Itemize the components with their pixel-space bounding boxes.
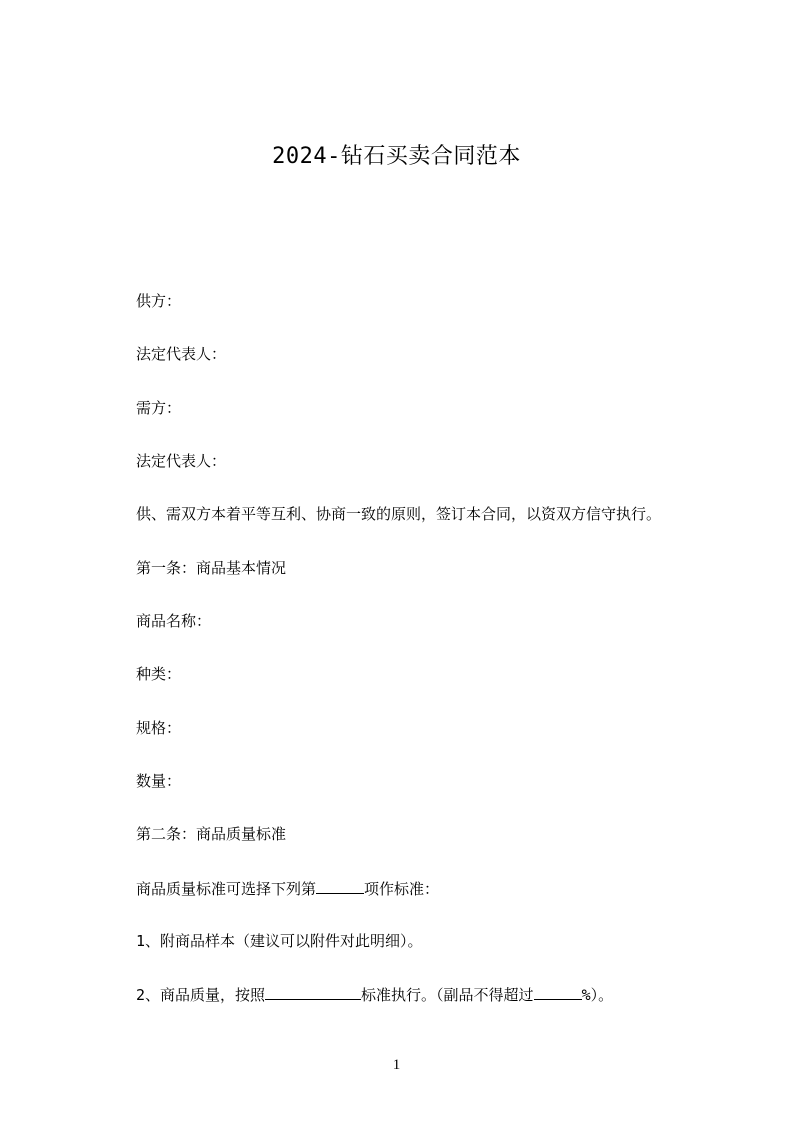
supplier-line: 供方： xyxy=(136,292,182,310)
buyer-line: 需方： xyxy=(136,399,182,417)
product-name-line: 商品名称： xyxy=(136,612,212,630)
document-title: 2024-钻石买卖合同范本 xyxy=(272,144,521,169)
page-number: 1 xyxy=(392,1057,401,1073)
product-category-line: 种类： xyxy=(136,665,182,683)
product-spec-line: 规格： xyxy=(136,719,182,737)
quality-item-1: 1、附商品样本（建议可以附件对此明细）。 xyxy=(136,932,423,950)
article-2-heading: 第二条：商品质量标准 xyxy=(136,825,287,843)
quality-item-2-part1: 2、商品质量，按照 xyxy=(136,986,266,1004)
percent-blank[interactable] xyxy=(534,984,582,1000)
quality-choice-line xyxy=(136,878,439,899)
quality-item-2-part2: 标准执行。（副品不得超过 xyxy=(361,986,534,1004)
quality-choice-text-before: 商品质量标准可选择下列第 xyxy=(136,880,317,898)
article-1-heading: 第一条：商品基本情况 xyxy=(136,559,287,577)
quality-item-2 xyxy=(136,984,613,1005)
product-quantity-line: 数量： xyxy=(136,772,182,790)
quality-choice-text-after: 项作标准： xyxy=(364,880,440,898)
supplier-legal-rep-line: 法定代表人： xyxy=(136,345,227,363)
quality-choice-blank[interactable] xyxy=(316,878,364,894)
standard-blank[interactable] xyxy=(265,984,361,1000)
quality-item-2-part3: %）。 xyxy=(581,986,614,1004)
preamble-paragraph: 供、需双方本着平等互利、协商一致的原则，签订本合同，以资双方信守执行。 xyxy=(136,505,662,523)
buyer-legal-rep-line: 法定代表人： xyxy=(136,452,227,470)
